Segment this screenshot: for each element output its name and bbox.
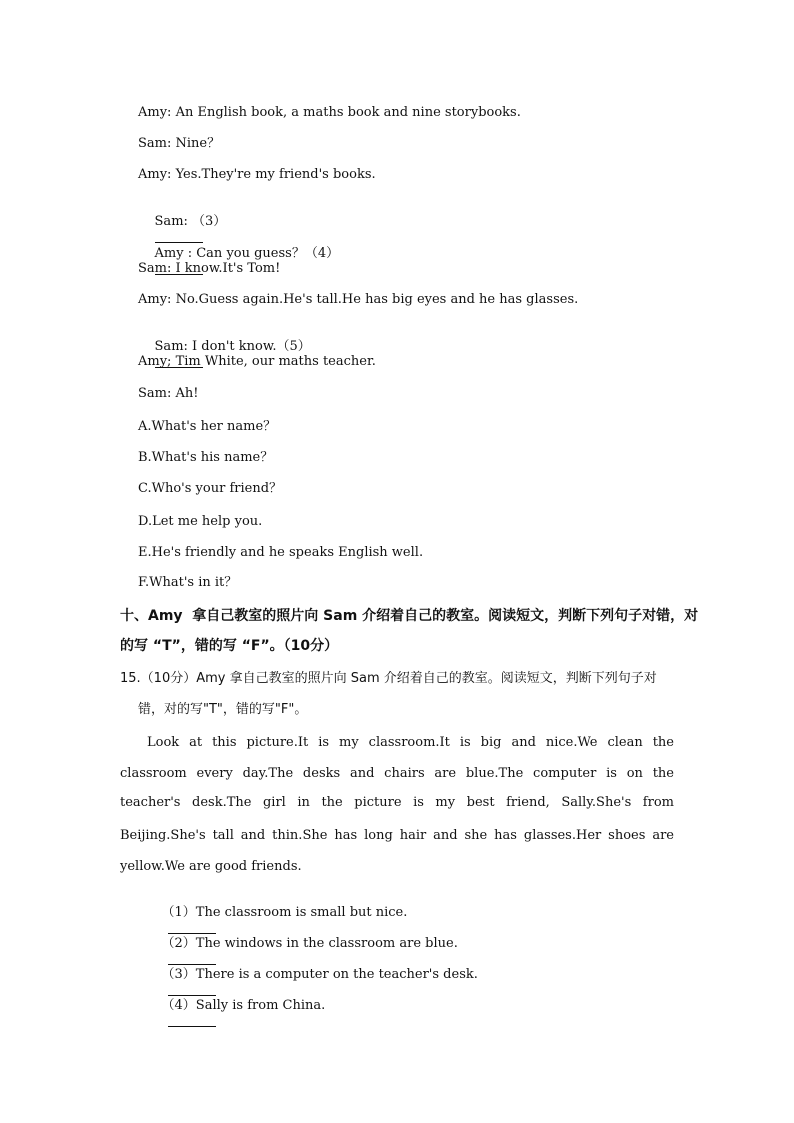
dialogue-line: Amy: No.Guess again.He's tall.He has big eyes and he has glasses. [138, 292, 579, 307]
statement-text: （4）Sally is from China. [161, 998, 326, 1013]
statement-text: （2）The windows in the classroom are blue. [161, 936, 458, 951]
option-item: B.What's his name？ [138, 450, 274, 465]
dialogue-text: Amy : Can you guess？（4） [154, 246, 340, 261]
question-stem-line1: 15.（10分）Amy 拿自己教室的照片向 Sam 介绍着自己的教室。阅读短文，判断下列句子对 [120, 671, 657, 686]
question-stem-line2: 错，对的写"T"，错的写"F"。 [138, 702, 308, 717]
option-item: C.Who's your friend？ [138, 481, 283, 496]
dialogue-line: Amy: An English book, a maths book and nine storybooks. [138, 105, 521, 120]
statement-item [145, 982, 325, 1048]
passage-line: Beijing.She's tall and thin.She has long hair and she has glasses.Her shoes are [120, 828, 674, 843]
option-item: A.What's her name？ [138, 419, 277, 434]
dialogue-line: Sam: Nine？ [138, 136, 221, 151]
dialogue-line: Amy: Yes.They're my friend's books. [138, 167, 376, 182]
statement-text: （1）The classroom is small but nice. [161, 905, 408, 920]
dialogue-text: Sam: （3） [154, 214, 227, 229]
section-heading-line1: 十、Amy 拿自己教室的照片向 Sam 介绍着自己的教室。阅读短文，判断下列句子对错，对 [120, 608, 699, 624]
passage-line: teacher's desk.The girl in the picture is my best friend, Sally.She's from [120, 795, 674, 810]
dialogue-line: Sam: Ah! [138, 386, 199, 401]
option-item: D.Let me help you. [138, 514, 263, 529]
dialogue-line: Amy; Tim White, our maths teacher. [138, 354, 376, 369]
statement-text: （3）There is a computer on the teacher's desk. [161, 967, 478, 982]
dialogue-text: Sam: I don't know.（5） [154, 339, 311, 354]
passage-line: classroom every day.The desks and chairs are blue.The computer is on the [120, 766, 674, 781]
answer-blank-statement-4[interactable] [168, 1014, 216, 1027]
passage-line: Look at this picture.It is my classroom.It is big and nice.We clean the [147, 735, 674, 750]
option-item: E.He's friendly and he speaks English well. [138, 545, 424, 560]
dialogue-line: Sam: I know.It's Tom! [138, 261, 281, 276]
option-item: F.What's in it？ [138, 575, 238, 590]
passage-line: yellow.We are good friends. [120, 859, 302, 874]
section-heading-line2: 的写 “T”，错的写 “F”。（10分） [120, 638, 339, 654]
